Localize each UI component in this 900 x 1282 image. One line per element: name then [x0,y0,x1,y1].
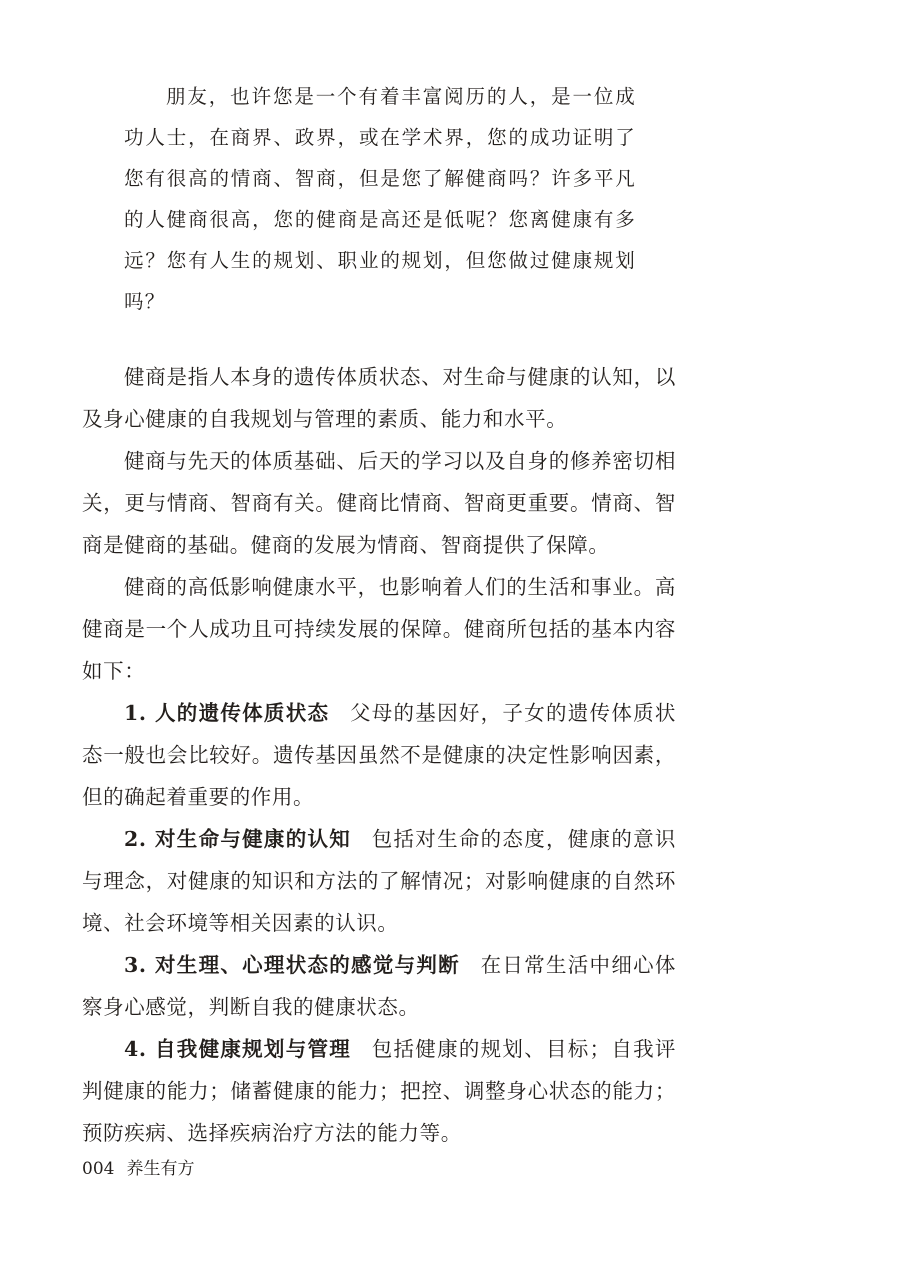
paragraph-definition: 健商是指人本身的遗传体质状态、对生命与健康的认知，以及身心健康的自我规划与管理的素质、能力和水平。 [82,365,676,431]
item-heading: 4. 自我健康规划与管理 [124,1037,352,1061]
page-number: 004 [82,1159,115,1179]
page-footer [82,1157,194,1181]
list-item [82,818,676,944]
main-text [82,356,676,1154]
intro-paragraph: 朋友，也许您是一个有着丰富阅历的人，是一位成功人士，在商界、政界，或在学术界，您的成功证明了您有很高的情商、智商，但是您了解健商吗？许多平凡的人健商很高，您的健商是高还是低呢？您离健康有多远？您有人生的规划、职业的规划，但您做过健康规划吗？ [124,85,636,313]
paragraph-importance: 健商的高低影响健康水平，也影响着人们的生活和事业。高健商是一个人成功且可持续发展的保障。健商所包括的基本内容如下： [82,575,676,683]
list-item [82,944,676,1028]
paragraph-relation: 健商与先天的体质基础、后天的学习以及自身的修养密切相关，更与情商、智商有关。健商比情商、智商更重要。情商、智商是健商的基础。健商的发展为情商、智商提供了保障。 [82,449,676,557]
list-item [82,692,676,818]
item-heading: 3. 对生理、心理状态的感觉与判断 [124,953,460,977]
item-text: 父母的基因好，子女的遗传体质状态一般也会比较好。遗传基因虽然不是健康的决定性影响因素，但的确起着重要的作用。 [82,701,677,809]
item-text: 包括健康的规划、目标；自我评判健康的能力；储蓄健康的能力；把控、调整身心状态的能力；预防疾病、选择疾病治疗方法的能力等。 [82,1037,676,1145]
book-title: 养生有方 [126,1159,195,1179]
item-heading: 1. 人的遗传体质状态 [124,701,330,725]
list-item [82,1028,676,1154]
intro-block [124,76,636,322]
item-text: 在日常生活中细心体察身心感觉，判断自我的健康状态。 [82,953,676,1019]
item-heading: 2. 对生命与健康的认知 [124,827,352,851]
item-text: 包括对生命的态度，健康的意识与理念，对健康的知识和方法的了解情况；对影响健康的自然环境、社会环境等相关因素的认识。 [82,827,676,935]
